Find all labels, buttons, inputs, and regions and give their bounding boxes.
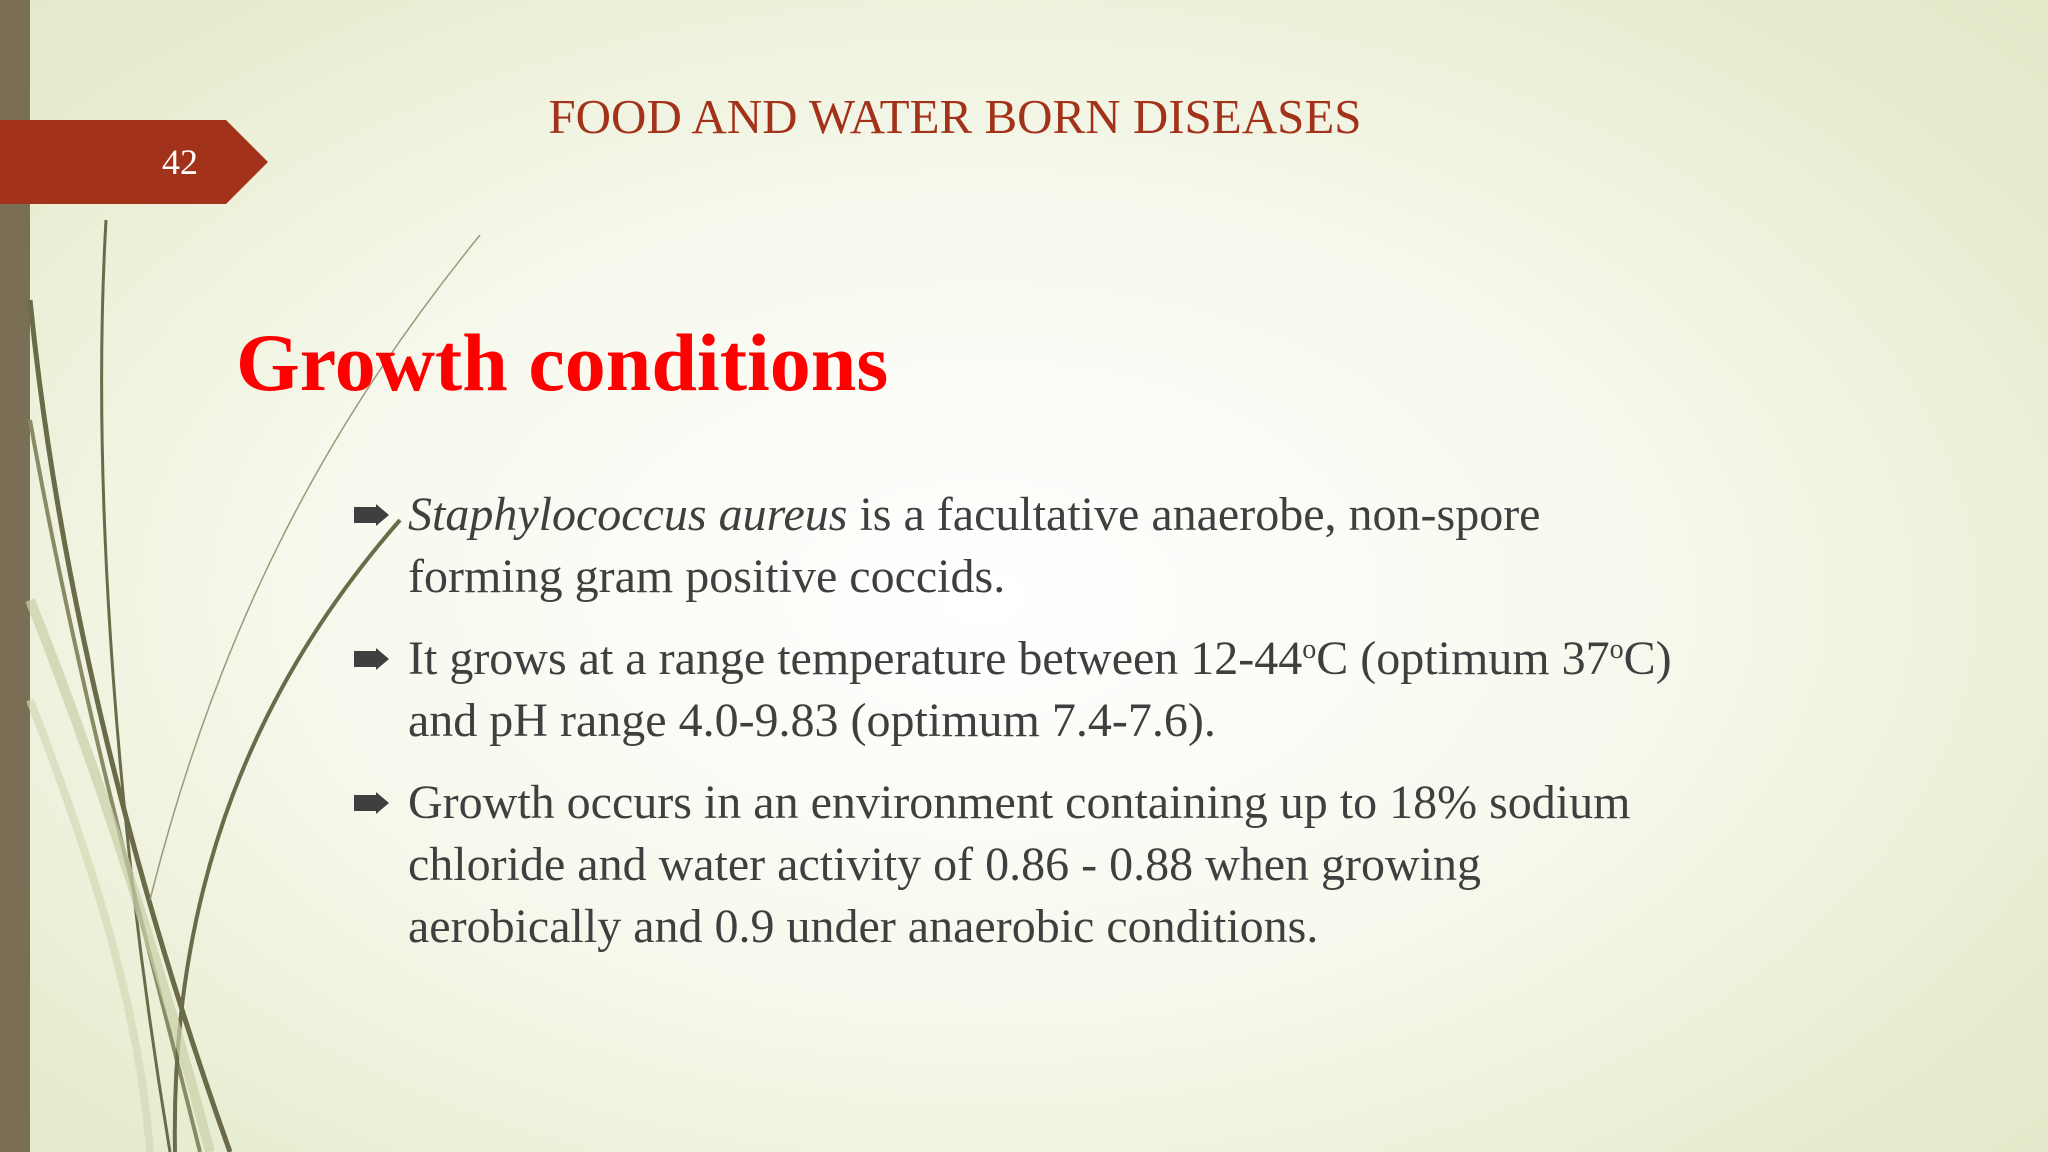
page-title: Growth conditions xyxy=(236,317,889,408)
header-title: FOOD AND WATER BORN DISEASES xyxy=(548,89,1362,144)
bullet-list xyxy=(348,484,1678,978)
slide-number: 42 xyxy=(162,142,198,182)
bullet-text: Growth occurs in an environment containing up to 18% sodium chloride and water activity of 0.86 - 0.88 when growing aerobically and 0.9 under anaerobic conditions. xyxy=(408,776,1631,953)
bullet-text: It grows at a range temperature between 12-44 xyxy=(408,632,1303,685)
degree-superscript: o xyxy=(1302,634,1317,665)
bullet-text: is a facultative anaerobe, non-spore forming gram positive coccids. xyxy=(408,488,1541,603)
degree-superscript: o xyxy=(1609,634,1624,665)
list-item xyxy=(348,484,1678,608)
list-item xyxy=(348,628,1678,752)
arrow-right-icon xyxy=(352,648,390,670)
bullet-italic-text: Staphylococcus aureus xyxy=(408,488,848,541)
slide-number-tab xyxy=(0,120,268,204)
arrow-right-icon xyxy=(352,504,390,526)
bullet-text: C) and pH range 4.0-9.83 (optimum 7.4-7.6). xyxy=(408,632,1672,747)
bullet-text: C (optimum 37 xyxy=(1316,632,1610,685)
list-item xyxy=(348,772,1678,958)
arrow-right-icon xyxy=(352,792,390,814)
